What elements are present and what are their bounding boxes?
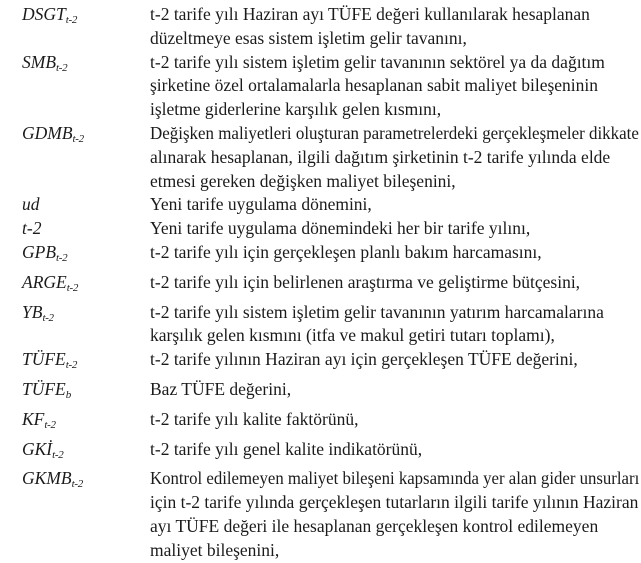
definition-line (150, 324, 639, 348)
term-label (22, 271, 150, 301)
term-label (22, 467, 150, 497)
term-symbol: TÜFE (22, 349, 66, 370)
definition-line-text: Değişken maliyetleri oluşturan parametrelerdeki gerçekleşmeler dikkate (150, 122, 639, 143)
definition-line-text: t-2 tarife yılının Haziran ayı için gerçekleşen TÜFE değerini, (150, 349, 578, 370)
definition-line (150, 378, 639, 402)
term-symbol: GKMB (22, 468, 72, 489)
term-symbol: KF (22, 408, 45, 429)
term-symbol: t-2 (22, 218, 42, 239)
definition-line-text: için t-2 tarife yılında gerçekleşen tutarların ilgili tarife yılının Haziran (150, 492, 639, 513)
definition-line (150, 348, 639, 372)
definition-row (22, 301, 639, 349)
definition-text (150, 193, 639, 217)
definition-row (22, 217, 639, 241)
definition-line (150, 74, 639, 98)
definition-line (150, 438, 639, 462)
term-label (22, 193, 150, 217)
definition-line-text: t-2 tarife yılı sistem işletim gelir tavanının sektörel ya da dağıtım (150, 51, 605, 72)
definition-row (22, 408, 639, 438)
definition-row (22, 241, 639, 271)
term-label (22, 217, 150, 241)
term-subscript: t-2 (71, 478, 83, 491)
definition-line-text: t-2 tarife yılı için belirlenen araştırma ve geliştirme bütçesini, (150, 271, 581, 292)
definition-line (150, 193, 639, 217)
definition-row (22, 3, 639, 51)
term-label (22, 122, 150, 152)
definition-line-text: düzeltmeye esas sistem işletim gelir tavanını, (150, 27, 467, 48)
definition-line (150, 301, 639, 325)
definition-line (150, 27, 639, 51)
definition-line (150, 122, 639, 146)
term-symbol: GKİ (22, 438, 53, 459)
definition-text (150, 467, 639, 562)
definition-text (150, 438, 639, 462)
definition-line (150, 408, 639, 432)
definition-line (150, 241, 639, 265)
term-subscript: t-2 (52, 448, 64, 461)
definition-line-text: Baz TÜFE değerini, (150, 378, 292, 399)
definition-row (22, 378, 639, 408)
definition-line (150, 98, 639, 122)
term-symbol: ud (22, 194, 40, 215)
definition-text (150, 271, 639, 295)
definition-line-text: Kontrol edilemeyen maliyet bileşeni kapsamında yer alan gider unsurları (150, 468, 640, 489)
definition-row (22, 51, 639, 122)
term-symbol: ARGE (22, 271, 67, 292)
term-subscript: t-2 (42, 311, 54, 324)
definition-line-text: etmesi gereken değişken maliyet bileşenini, (150, 170, 456, 191)
term-label (22, 3, 150, 33)
definition-line (150, 539, 639, 563)
definition-text (150, 3, 639, 51)
term-label (22, 408, 150, 438)
term-symbol: SMB (22, 51, 57, 72)
definition-line-text: Yeni tarife uygulama dönemini, (150, 194, 372, 215)
definition-text (150, 301, 639, 349)
definition-row (22, 271, 639, 301)
definitions-list (22, 3, 639, 563)
definition-line-text: karşılık gelen kısmını (itfa ve makul getiri tutarı toplamı), (150, 325, 555, 346)
definition-line (150, 515, 639, 539)
term-subscript: t-2 (65, 14, 78, 26)
definition-line (150, 467, 639, 491)
definition-row (22, 193, 639, 217)
term-symbol: GDMB (22, 122, 73, 143)
definition-line-text: t-2 tarife yılı genel kalite indikatörünü, (150, 438, 423, 459)
definition-line (150, 51, 639, 75)
term-label (22, 348, 150, 378)
definition-line (150, 217, 639, 241)
definition-line-text: t-2 tarife yılı sistem işletim gelir tavanının yatırım harcamalarına (150, 301, 604, 322)
term-symbol: GPB (22, 241, 57, 262)
definition-text (150, 51, 639, 122)
definition-line (150, 271, 639, 295)
term-subscript: t-2 (72, 132, 84, 145)
term-subscript: t-2 (65, 359, 78, 372)
term-label (22, 438, 150, 468)
definition-text (150, 348, 639, 372)
definition-text (150, 241, 639, 265)
definition-row (22, 348, 639, 378)
definition-line-text: işletme giderlerine karşılık gelen kısmını, (150, 99, 442, 120)
definition-text (150, 408, 639, 432)
term-symbol: DSGT (22, 4, 66, 24)
definition-line-text: Yeni tarife uygulama dönemindeki her bir tarife yılını, (150, 218, 531, 239)
definition-row (22, 122, 639, 193)
definition-line-text: t-2 tarife yılı için gerçekleşen planlı bakım harcamasını, (150, 241, 542, 262)
definition-line-text: maliyet bileşenini, (150, 539, 280, 560)
definition-line-text: şirketine özel ortalamalarla hesaplanan sabit maliyet bileşeninin (150, 75, 599, 96)
definition-text (150, 378, 639, 402)
definition-line-text: t-2 tarife yılı kalite faktörünü, (150, 408, 359, 429)
term-subscript: b (65, 388, 71, 401)
definition-line (150, 146, 639, 170)
term-label (22, 301, 150, 331)
definition-text (150, 217, 639, 241)
term-symbol: TÜFE (22, 378, 66, 399)
definition-line-text: t-2 tarife yılı Haziran ayı TÜFE değeri kullanılarak hesaplanan (150, 4, 590, 24)
term-label (22, 51, 150, 81)
definition-line (150, 3, 639, 27)
definition-line-text: ayı TÜFE değeri ile hesaplanan gerçekleşen kontrol edilemeyen (150, 515, 599, 536)
definition-line (150, 170, 639, 194)
definition-line-text: alınarak hesaplanan, ilgili dağıtım şirketinin t-2 tarife yılında elde (150, 146, 611, 167)
term-label (22, 241, 150, 271)
definition-line (150, 491, 639, 515)
term-subscript: t-2 (56, 251, 68, 264)
term-subscript: t-2 (44, 418, 56, 431)
definition-text (150, 122, 639, 193)
term-subscript: t-2 (56, 61, 68, 74)
definition-row (22, 438, 639, 468)
term-symbol: YB (22, 301, 43, 322)
term-subscript: t-2 (66, 281, 79, 294)
term-label (22, 378, 150, 408)
definition-row (22, 467, 639, 562)
